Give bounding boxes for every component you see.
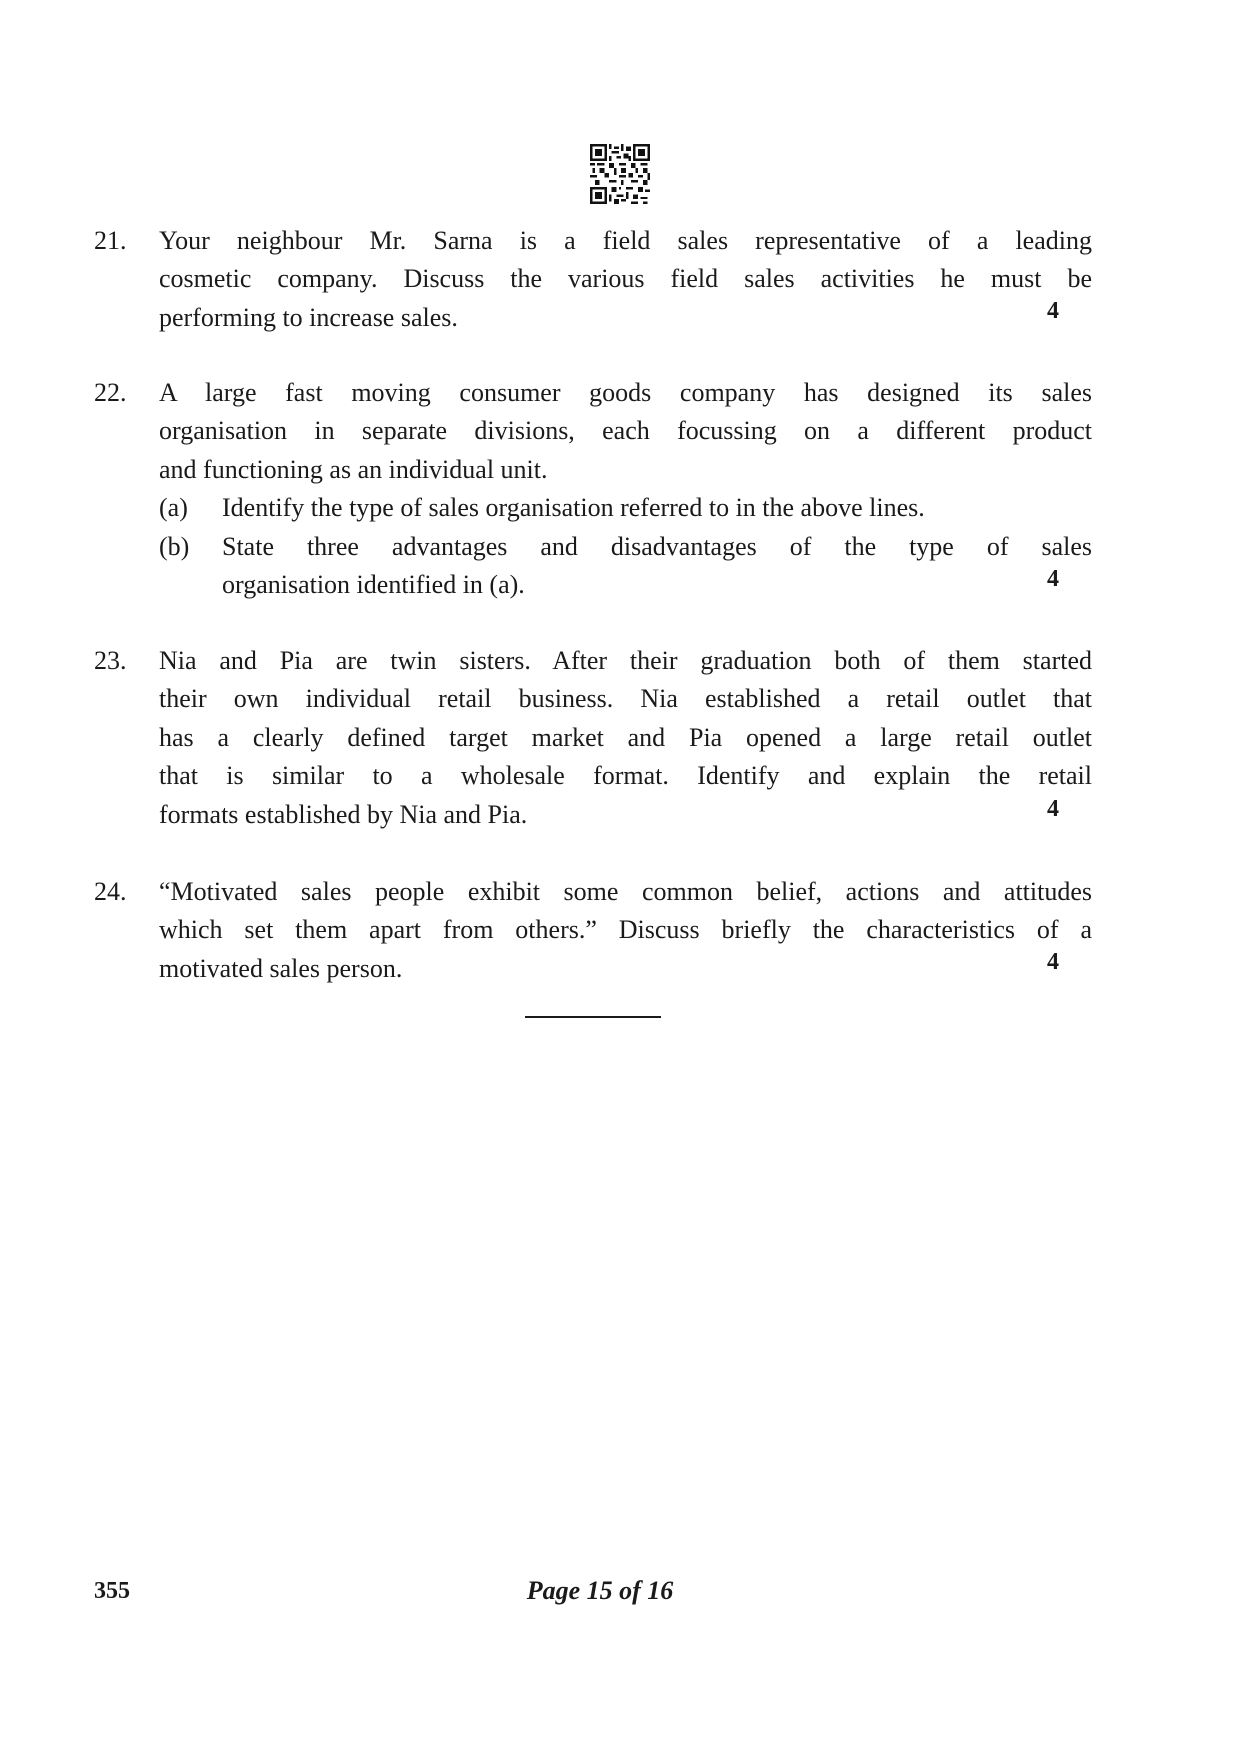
subpart-label: (b) — [159, 531, 190, 561]
question-number: 21. — [94, 226, 127, 255]
question-line: performing to increase sales. — [159, 302, 458, 332]
subpart-text — [222, 489, 1092, 527]
question-line: which set them apart from others.” Discuss briefly the characteristics of a — [159, 915, 1092, 945]
question-number: 23. — [94, 646, 127, 675]
question-line: has a clearly defined target market and Pia opened a large retail outlet — [159, 722, 1092, 752]
question-text — [159, 374, 1092, 604]
subpart-line: State three advantages and disadvantages of the type of sales — [222, 531, 1092, 561]
subpart-b — [159, 528, 1092, 605]
question-text — [159, 222, 1092, 337]
page-number: Page 15 of 16 — [526, 1576, 674, 1605]
question-22 — [94, 374, 1154, 599]
paper-code: 355 — [94, 1578, 130, 1604]
question-number: 22. — [94, 378, 127, 407]
question-line: organisation in separate divisions, each focussing on a different product — [159, 416, 1092, 446]
question-line: Your neighbour Mr. Sarna is a field sales representative of a leading — [159, 226, 1092, 255]
question-line: “Motivated sales people exhibit some common belief, actions and attitudes — [159, 877, 1092, 906]
question-line: motivated sales person. — [159, 953, 403, 983]
question-line: cosmetic company. Discuss the various field sales activities he must be — [159, 264, 1092, 294]
question-number: 24. — [94, 877, 127, 906]
question-line: Nia and Pia are twin sisters. After their graduation both of them started — [159, 646, 1092, 675]
question-text — [159, 873, 1092, 988]
end-of-paper-rule — [525, 1016, 661, 1018]
subpart-text — [222, 528, 1092, 605]
question-24 — [94, 873, 1154, 989]
question-line: and functioning as an individual unit. — [159, 454, 548, 484]
question-line: their own individual retail business. Nia established a retail outlet that — [159, 684, 1092, 714]
question-line: formats established by Nia and Pia. — [159, 799, 528, 829]
question-line: that is similar to a wholesale format. Identify and explain the retail — [159, 761, 1092, 791]
subpart-label: (a) — [159, 493, 188, 523]
subpart-a — [159, 489, 1092, 527]
question-23 — [94, 642, 1154, 837]
question-text — [159, 642, 1092, 834]
marks-q24: 4 — [1047, 949, 1059, 975]
marks-q23: 4 — [1047, 796, 1059, 822]
qr-code — [590, 144, 650, 204]
marks-q21: 4 — [1047, 298, 1059, 324]
marks-q22: 4 — [1047, 566, 1059, 592]
question-21 — [94, 222, 1154, 338]
subpart-line: organisation identified in (a). — [222, 569, 525, 599]
question-line: A large fast moving consumer goods company has designed its sales — [159, 378, 1092, 407]
subpart-line: Identify the type of sales organisation referred to in the above lines. — [222, 493, 925, 523]
